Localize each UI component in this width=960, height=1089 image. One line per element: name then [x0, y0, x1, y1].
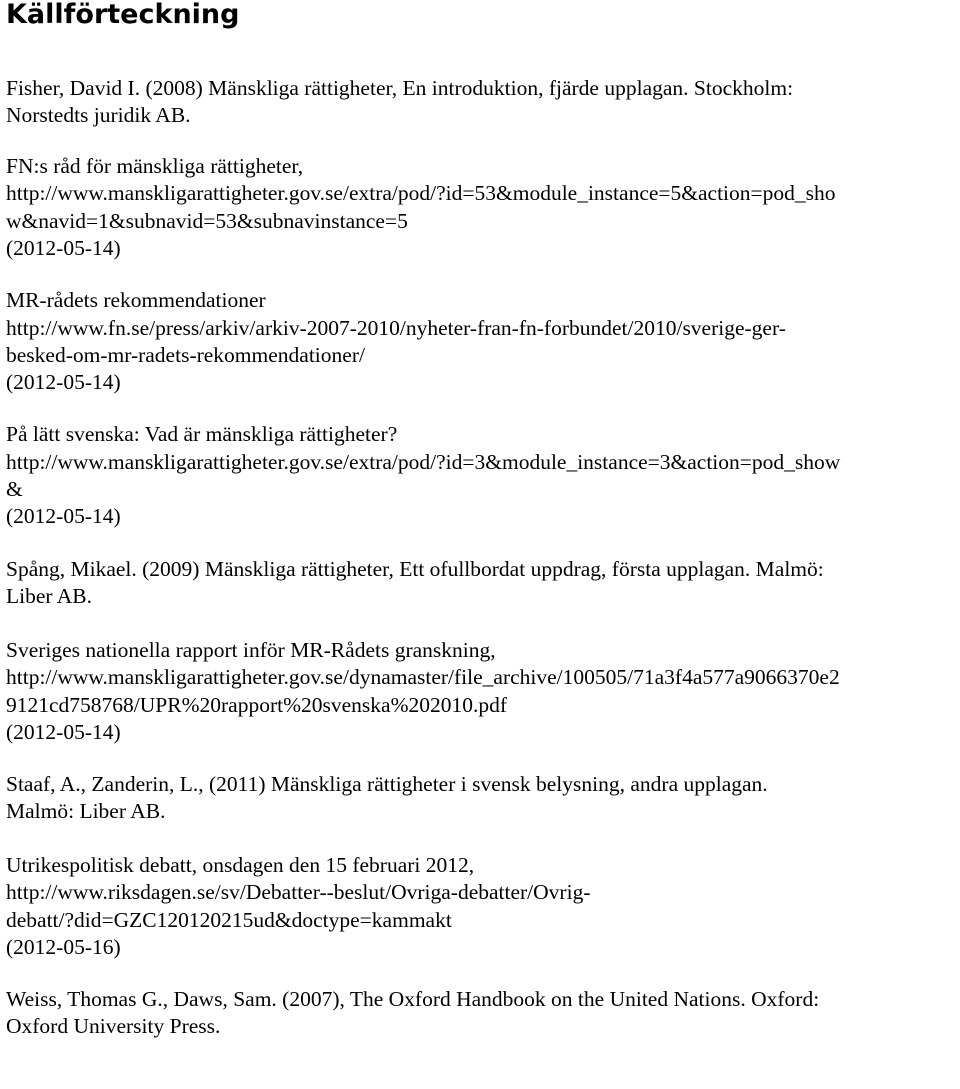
reference-date: (2012-05-14) — [6, 720, 121, 744]
reference-url: debatt/?did=GZC120120215ud&doctype=kammakt — [6, 908, 452, 932]
reference-date: (2012-05-14) — [6, 370, 121, 394]
reference-line: På lätt svenska: Vad är mänskliga rättigheter? — [6, 422, 398, 446]
page-title: Källförteckning — [6, 0, 240, 30]
reference-line: Norstedts juridik AB. — [6, 103, 191, 127]
reference-line: Spång, Mikael. (2009) Mänskliga rättigheter, Ett ofullbordat uppdrag, första upplagan. Malmö: — [6, 557, 824, 581]
reference-line: Malmö: Liber AB. — [6, 799, 166, 823]
reference-url: http://www.manskligarattigheter.gov.se/extra/pod/?id=53&module_instance=5&action=pod_sho — [6, 181, 836, 205]
reference-line: Sveriges nationella rapport inför MR-Rådets granskning, — [6, 638, 496, 662]
reference-line: FN:s råd för mänskliga rättigheter, — [6, 154, 304, 178]
reference-line: Oxford University Press. — [6, 1014, 221, 1038]
reference-url: besked-om-mr-radets-rekommendationer/ — [6, 343, 365, 367]
reference-line: Liber AB. — [6, 584, 92, 608]
reference-url: w&navid=1&subnavid=53&subnavinstance=5 — [6, 209, 408, 233]
reference-url: 9121cd758768/UPR%20rapport%20svenska%202010.pdf — [6, 693, 508, 717]
reference-line: Utrikespolitisk debatt, onsdagen den 15 februari 2012, — [6, 853, 475, 877]
reference-line: Fisher, David I. (2008) Mänskliga rättigheter, En introduktion, fjärde upplagan. Stockholm: — [6, 76, 794, 100]
reference-url: & — [6, 477, 23, 501]
reference-url: http://www.manskligarattigheter.gov.se/extra/pod/?id=3&module_instance=3&action=pod_show — [6, 450, 841, 474]
reference-date: (2012-05-14) — [6, 236, 121, 260]
reference-url: http://www.riksdagen.se/sv/Debatter--beslut/Ovriga-debatter/Ovrig- — [6, 880, 591, 904]
reference-line: Weiss, Thomas G., Daws, Sam. (2007), The Oxford Handbook on the United Nations. Oxford: — [6, 987, 820, 1011]
reference-line: MR-rådets rekommendationer — [6, 288, 266, 312]
reference-date: (2012-05-14) — [6, 504, 121, 528]
reference-url: http://www.manskligarattigheter.gov.se/dynamaster/file_archive/100505/71a3f4a577a9066370e2 — [6, 665, 840, 689]
reference-url: http://www.fn.se/press/arkiv/arkiv-2007-2010/nyheter-fran-fn-forbundet/2010/sverige-ger- — [6, 316, 786, 340]
reference-date: (2012-05-16) — [6, 935, 121, 959]
reference-line: Staaf, A., Zanderin, L., (2011) Mänskliga rättigheter i svensk belysning, andra upplagan. — [6, 772, 768, 796]
